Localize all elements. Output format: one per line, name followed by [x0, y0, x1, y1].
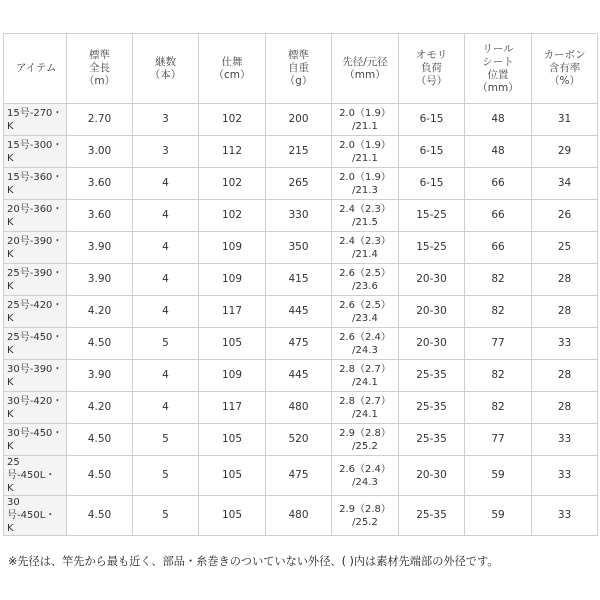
header-closed-length: 仕舞 （cm） [199, 34, 266, 104]
cell-diameter: 2.6（2.4） /24.3 [332, 456, 399, 496]
cell-sections: 4 [133, 232, 199, 264]
cell-closed-length: 105 [199, 328, 266, 360]
cell-length: 3.00 [67, 136, 133, 168]
cell-closed-length: 105 [199, 456, 266, 496]
table-row [4, 136, 598, 168]
table-row [4, 496, 598, 536]
cell-weight: 445 [266, 360, 332, 392]
cell-closed-length: 117 [199, 392, 266, 424]
table-row [4, 264, 598, 296]
table-row [4, 392, 598, 424]
header-diameter: 先径/元径 （mm） [332, 34, 399, 104]
cell-item: 25号-450・K [4, 328, 67, 360]
table-row [4, 360, 598, 392]
cell-item: 25号-420・K [4, 296, 67, 328]
cell-weight: 480 [266, 496, 332, 536]
table-row [4, 200, 598, 232]
cell-item: 30号-420・K [4, 392, 67, 424]
cell-length: 4.50 [67, 328, 133, 360]
cell-closed-length: 109 [199, 264, 266, 296]
cell-weight: 415 [266, 264, 332, 296]
header-weight: 標準 自重 （g） [266, 34, 332, 104]
table-row [4, 232, 598, 264]
table-row [4, 424, 598, 456]
cell-carbon: 28 [532, 392, 598, 424]
cell-diameter: 2.0（1.9） /21.3 [332, 168, 399, 200]
cell-sections: 3 [133, 136, 199, 168]
cell-carbon: 28 [532, 360, 598, 392]
cell-diameter: 2.9（2.8） /25.2 [332, 424, 399, 456]
cell-item: 25号-390・K [4, 264, 67, 296]
cell-weight: 480 [266, 392, 332, 424]
cell-length: 3.90 [67, 360, 133, 392]
cell-carbon: 26 [532, 200, 598, 232]
cell-sinker-load: 20-30 [399, 328, 465, 360]
header-item: アイテム [4, 34, 67, 104]
cell-closed-length: 102 [199, 200, 266, 232]
cell-sections: 5 [133, 456, 199, 496]
cell-reel-seat: 59 [465, 496, 532, 536]
cell-reel-seat: 66 [465, 200, 532, 232]
cell-sinker-load: 15-25 [399, 200, 465, 232]
cell-sections: 4 [133, 296, 199, 328]
spec-table [3, 33, 598, 536]
cell-item: 25号-450L・ K [4, 456, 67, 496]
cell-closed-length: 102 [199, 104, 266, 136]
cell-closed-length: 105 [199, 496, 266, 536]
cell-sections: 3 [133, 104, 199, 136]
cell-length: 2.70 [67, 104, 133, 136]
cell-carbon: 33 [532, 328, 598, 360]
cell-reel-seat: 59 [465, 456, 532, 496]
cell-length: 4.20 [67, 296, 133, 328]
cell-sinker-load: 25-35 [399, 424, 465, 456]
cell-reel-seat: 82 [465, 392, 532, 424]
cell-reel-seat: 66 [465, 168, 532, 200]
cell-length: 4.50 [67, 496, 133, 536]
header-sections: 継数 （本） [133, 34, 199, 104]
header-reel-seat: リール シート 位置 （mm） [465, 34, 532, 104]
cell-sinker-load: 20-30 [399, 456, 465, 496]
cell-sinker-load: 6-15 [399, 168, 465, 200]
cell-carbon: 33 [532, 424, 598, 456]
table-body [4, 104, 598, 536]
cell-diameter: 2.4（2.3） /21.4 [332, 232, 399, 264]
cell-diameter: 2.9（2.8） /25.2 [332, 496, 399, 536]
cell-weight: 520 [266, 424, 332, 456]
cell-carbon: 33 [532, 496, 598, 536]
cell-sinker-load: 25-35 [399, 360, 465, 392]
cell-closed-length: 109 [199, 360, 266, 392]
cell-weight: 215 [266, 136, 332, 168]
header-length: 標準 全長 （m） [67, 34, 133, 104]
cell-sections: 4 [133, 360, 199, 392]
cell-closed-length: 117 [199, 296, 266, 328]
cell-diameter: 2.0（1.9） /21.1 [332, 104, 399, 136]
cell-item: 20号-360・K [4, 200, 67, 232]
cell-length: 4.50 [67, 456, 133, 496]
cell-diameter: 2.8（2.7） /24.1 [332, 360, 399, 392]
cell-reel-seat: 77 [465, 424, 532, 456]
cell-sections: 5 [133, 424, 199, 456]
cell-sinker-load: 25-35 [399, 392, 465, 424]
table-row [4, 456, 598, 496]
cell-diameter: 2.6（2.5） /23.6 [332, 264, 399, 296]
table-row [4, 328, 598, 360]
cell-reel-seat: 82 [465, 360, 532, 392]
table-header [4, 34, 598, 104]
cell-closed-length: 102 [199, 168, 266, 200]
cell-weight: 330 [266, 200, 332, 232]
cell-item: 15号-270・K [4, 104, 67, 136]
cell-carbon: 31 [532, 104, 598, 136]
cell-sinker-load: 25-35 [399, 496, 465, 536]
cell-length: 3.90 [67, 264, 133, 296]
cell-sinker-load: 6-15 [399, 104, 465, 136]
cell-diameter: 2.6（2.5） /23.4 [332, 296, 399, 328]
cell-item: 15号-300・K [4, 136, 67, 168]
cell-sections: 4 [133, 392, 199, 424]
cell-length: 3.60 [67, 200, 133, 232]
cell-weight: 200 [266, 104, 332, 136]
cell-weight: 265 [266, 168, 332, 200]
cell-item: 30号-450L・ K [4, 496, 67, 536]
cell-sections: 4 [133, 200, 199, 232]
table-row [4, 104, 598, 136]
cell-item: 30号-390・K [4, 360, 67, 392]
cell-item: 30号-450・K [4, 424, 67, 456]
cell-carbon: 25 [532, 232, 598, 264]
cell-item: 20号-390・K [4, 232, 67, 264]
cell-sinker-load: 15-25 [399, 232, 465, 264]
footnote: ※先径は、竿先から最も近く、部品・糸巻きのついていない外径、( )内は素材先端部の外径です。 [8, 555, 499, 568]
cell-sections: 5 [133, 328, 199, 360]
cell-reel-seat: 77 [465, 328, 532, 360]
cell-weight: 475 [266, 328, 332, 360]
cell-closed-length: 109 [199, 232, 266, 264]
cell-reel-seat: 82 [465, 296, 532, 328]
cell-sections: 4 [133, 168, 199, 200]
cell-sinker-load: 20-30 [399, 296, 465, 328]
cell-length: 3.90 [67, 232, 133, 264]
header-sinker-load: オモリ 負荷 （号） [399, 34, 465, 104]
cell-carbon: 28 [532, 264, 598, 296]
cell-diameter: 2.6（2.4） /24.3 [332, 328, 399, 360]
cell-reel-seat: 48 [465, 136, 532, 168]
cell-reel-seat: 48 [465, 104, 532, 136]
cell-diameter: 2.8（2.7） /24.1 [332, 392, 399, 424]
cell-weight: 350 [266, 232, 332, 264]
cell-weight: 475 [266, 456, 332, 496]
cell-length: 4.50 [67, 424, 133, 456]
cell-carbon: 28 [532, 296, 598, 328]
cell-carbon: 33 [532, 456, 598, 496]
cell-sections: 4 [133, 264, 199, 296]
cell-diameter: 2.0（1.9） /21.1 [332, 136, 399, 168]
cell-sinker-load: 20-30 [399, 264, 465, 296]
cell-item: 15号-360・K [4, 168, 67, 200]
table-row [4, 296, 598, 328]
cell-sinker-load: 6-15 [399, 136, 465, 168]
table-row [4, 168, 598, 200]
cell-carbon: 34 [532, 168, 598, 200]
cell-closed-length: 112 [199, 136, 266, 168]
cell-sections: 5 [133, 496, 199, 536]
header-carbon: カーボン 含有率 （%） [532, 34, 598, 104]
cell-reel-seat: 66 [465, 232, 532, 264]
cell-diameter: 2.4（2.3） /21.5 [332, 200, 399, 232]
cell-reel-seat: 82 [465, 264, 532, 296]
cell-weight: 445 [266, 296, 332, 328]
cell-closed-length: 105 [199, 424, 266, 456]
cell-length: 4.20 [67, 392, 133, 424]
cell-carbon: 29 [532, 136, 598, 168]
header-row [4, 34, 598, 104]
cell-length: 3.60 [67, 168, 133, 200]
